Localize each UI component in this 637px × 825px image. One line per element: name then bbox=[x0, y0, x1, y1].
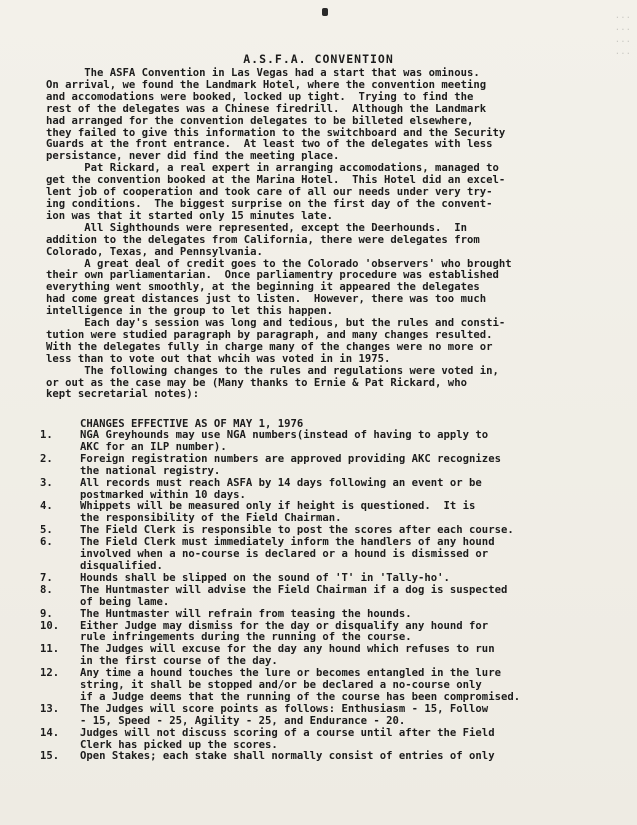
body-line: A great deal of credit goes to the Colorado 'observers' who brought bbox=[46, 257, 512, 270]
body-line: everything went smoothly, at the beginning it appeared the delegates bbox=[46, 281, 480, 294]
rule-item bbox=[40, 430, 620, 454]
rule-item bbox=[40, 501, 620, 525]
rule-text: NGA Greyhounds may use NGA numbers(instead of having to apply to AKC for an ILP number). bbox=[80, 429, 489, 453]
article-body bbox=[46, 68, 616, 401]
body-line: Guards at the front entrance. At least two of the delegates with less bbox=[46, 138, 493, 151]
body-line: With the delegates fully in charge many of the changes were no more or bbox=[46, 340, 493, 353]
rule-item bbox=[40, 751, 620, 763]
rule-number: 13. bbox=[40, 702, 60, 715]
body-line: intelligence in the group to let this happen. bbox=[46, 305, 334, 318]
body-line: ing conditions. The biggest surprise on the first day of the convent- bbox=[46, 197, 493, 210]
rule-item bbox=[40, 478, 620, 502]
rule-text: Whippets will be measured only if height is questioned. It is the responsibility of the Field Chairman. bbox=[80, 500, 476, 525]
body-line: Each day's session was long and tedious, but the rules and consti- bbox=[46, 317, 506, 330]
rule-item bbox=[40, 537, 620, 573]
rule-number: 12. bbox=[40, 667, 60, 680]
punch-mark bbox=[322, 8, 328, 16]
rule-text: The Field Clerk must immediately inform the handlers of any hound involved when a no-course is declared or a hound is dismissed or disqualified. bbox=[80, 536, 495, 572]
rule-number: 14. bbox=[40, 726, 60, 739]
page-title: A.S.F.A. CONVENTION bbox=[243, 52, 394, 66]
rules-list bbox=[40, 430, 620, 763]
rule-item bbox=[40, 728, 620, 752]
body-line: Colorado, Texas, and Pennsylvania. bbox=[46, 245, 263, 258]
rule-number: 15. bbox=[40, 750, 60, 763]
rule-text: Hounds shall be slipped on the sound of 'T' in 'Tally-ho'. bbox=[80, 571, 450, 584]
rule-number: 4. bbox=[40, 500, 53, 513]
body-line: addition to the delegates from California, there were delegates from bbox=[46, 233, 480, 246]
effective-heading: CHANGES EFFECTIVE AS OF MAY 1, 1976 bbox=[80, 418, 304, 430]
rule-item bbox=[40, 668, 620, 704]
rule-text: The Huntmaster will refrain from teasing the hounds. bbox=[80, 607, 412, 620]
rule-text: All records must reach ASFA by 14 days following an event or be postmarked within 10 days. bbox=[80, 476, 482, 501]
body-line: less than to vote out that whcih was voted in in 1975. bbox=[46, 352, 391, 365]
body-line: or out as the case may be (Many thanks to Ernie & Pat Rickard, who bbox=[46, 376, 467, 389]
body-line: All Sighthounds were represented, except the Deerhounds. In bbox=[46, 221, 467, 234]
rule-text: Open Stakes; each stake shall normally consist of entries of only bbox=[80, 750, 495, 763]
body-line: persistance, never did find the meeting place. bbox=[46, 150, 340, 163]
rule-text: The Judges will score points as follows: Enthusiasm - 15, Follow - 15, Speed - 25, Agility - 25, and Endurance - 20. bbox=[80, 702, 489, 727]
rule-number: 2. bbox=[40, 452, 53, 465]
rule-text: Any time a hound touches the lure or becomes entangled in the lure string, it shall be stopped and/or be declared a no-course only if a Judge deems that the running of the course has been compromised. bbox=[80, 667, 521, 703]
rule-item bbox=[40, 454, 620, 478]
rule-number: 1. bbox=[40, 429, 53, 441]
rule-item bbox=[40, 585, 620, 609]
rule-item bbox=[40, 644, 620, 668]
body-line: On arrival, we found the Landmark Hotel, where the convention meeting bbox=[46, 78, 487, 91]
rule-number: 5. bbox=[40, 524, 53, 537]
rule-text: Judges will not discuss scoring of a course until after the Field Clerk has picked up the scores. bbox=[80, 726, 495, 751]
body-line: lent job of cooperation and took care of all our needs under very try- bbox=[46, 186, 493, 199]
rule-text: The Huntmaster will advise the Field Chairman if a dog is suspected of being lame. bbox=[80, 583, 508, 608]
rule-item bbox=[40, 704, 620, 728]
rule-number: 3. bbox=[40, 476, 53, 489]
body-line: they failed to give this information to the switchboard and the Security bbox=[46, 126, 506, 139]
body-line: rest of the delegates was a Chinese firedrill. Although the Landmark bbox=[46, 102, 487, 115]
body-line: get the convention booked at the Marina Hotel. This Hotel did an excel- bbox=[46, 174, 506, 187]
body-line: had come great distances just to listen. However, there was too much bbox=[46, 293, 487, 306]
rule-item bbox=[40, 621, 620, 645]
bleed-through-text: ... ... ... ... bbox=[614, 11, 631, 57]
rule-number: 8. bbox=[40, 583, 53, 596]
rule-number: 9. bbox=[40, 607, 53, 620]
rule-item bbox=[40, 573, 620, 585]
rule-text: Foreign registration numbers are approved providing AKC recognizes the national registry. bbox=[80, 452, 501, 477]
body-line: their own parliamentarian. Once parliamentry procedure was established bbox=[46, 269, 499, 282]
body-line: kept secretarial notes): bbox=[46, 388, 200, 401]
rule-text: Either Judge may dismiss for the day or disqualify any hound for rule infringements during the running of the course. bbox=[80, 619, 489, 644]
body-line: tution were studied paragraph by paragraph, and many changes resulted. bbox=[46, 328, 493, 341]
body-line: ion was that it started only 15 minutes late. bbox=[46, 209, 334, 222]
rule-number: 11. bbox=[40, 643, 60, 656]
rule-number: 7. bbox=[40, 571, 53, 584]
body-line: Pat Rickard, a real expert in arranging accomodations, managed to bbox=[46, 162, 499, 175]
body-line: and accomodations were booked, locked up tight. Trying to find the bbox=[46, 90, 474, 103]
rule-item bbox=[40, 609, 620, 621]
body-line: The following changes to the rules and regulations were voted in, bbox=[46, 364, 499, 377]
body-line: had arranged for the convention delegates to be billeted elsewhere, bbox=[46, 114, 474, 127]
rule-number: 6. bbox=[40, 536, 53, 549]
rule-number: 10. bbox=[40, 619, 60, 632]
body-line: The ASFA Convention in Las Vegas had a start that was ominous. bbox=[46, 67, 480, 79]
rule-text: The Judges will excuse for the day any hound which refuses to run in the first course of the day. bbox=[80, 643, 495, 668]
rule-text: The Field Clerk is responsible to post the scores after each course. bbox=[80, 524, 514, 537]
